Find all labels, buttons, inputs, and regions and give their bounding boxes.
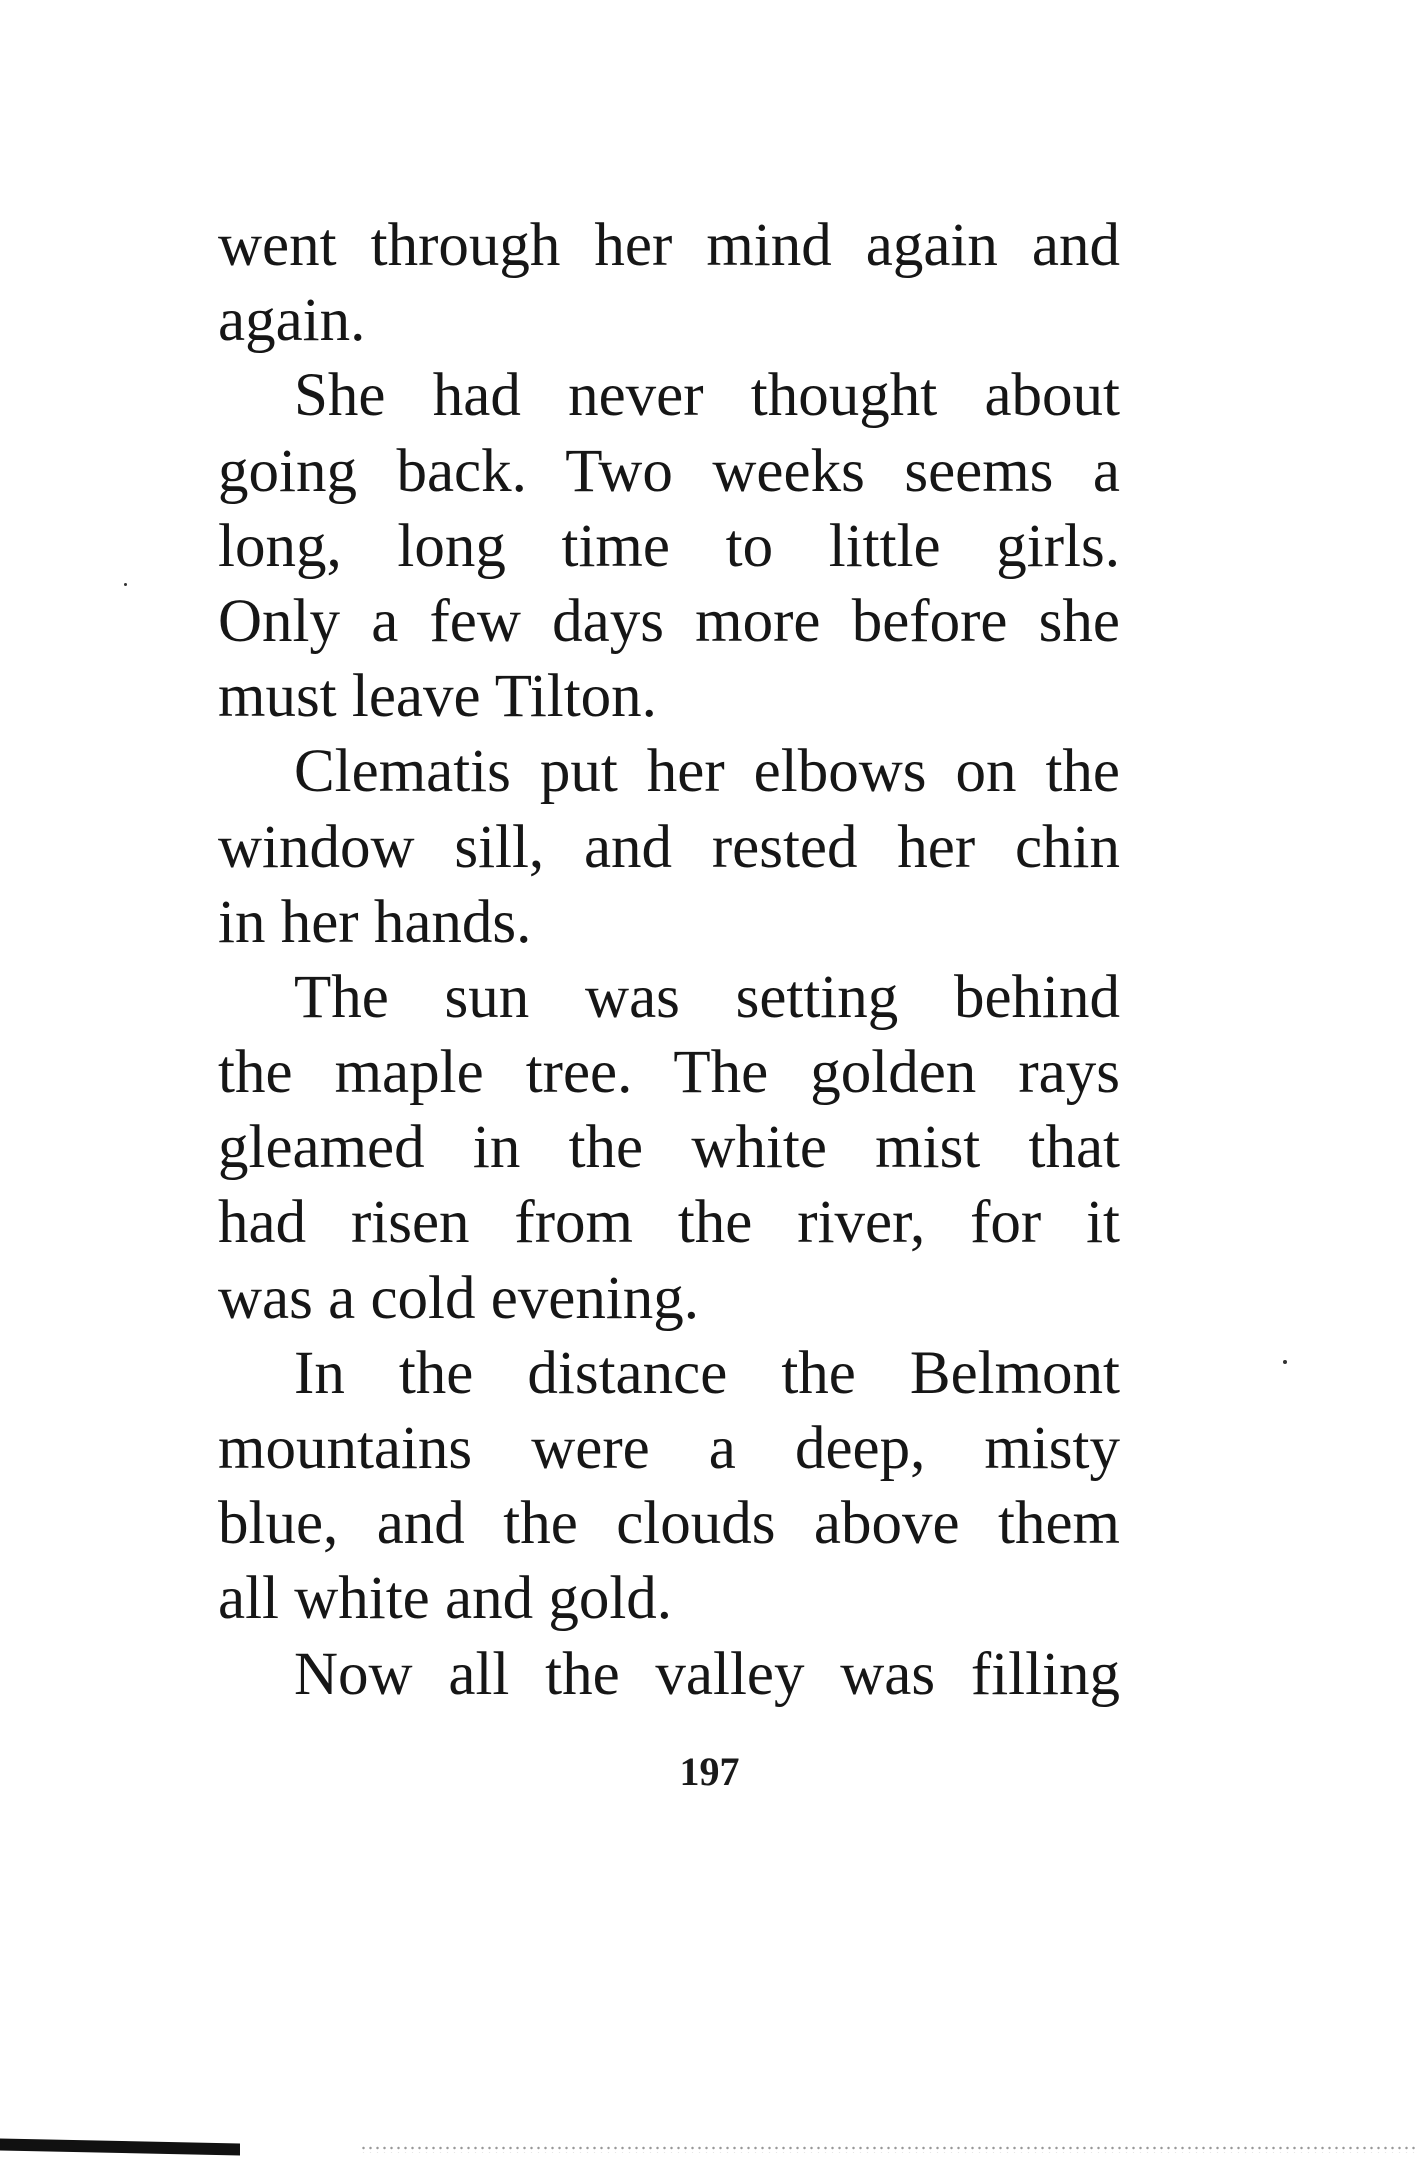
text-line: long, long time to little girls. [218,512,1120,580]
paragraph-first-line: In the distance the Belmont [294,1339,1120,1407]
scan-edge-noise [360,2145,1419,2153]
paragraph-first-line: Clematis put her elbows on the [294,738,1120,806]
body-text [218,208,1120,1712]
text-line: blue, and the clouds above them [218,1490,1120,1558]
scan-speck [1283,1360,1287,1364]
text-line: went through her mind again and [218,212,1120,279]
text-line: Only a few days more before she [218,587,1120,655]
paragraph-first-line: She had never thought about [294,362,1120,430]
scan-bottom-edge [0,2125,1419,2163]
text-line: was a cold evening. [218,1264,700,1332]
text-line: gleamed in the white mist that [218,1114,1120,1182]
scan-speck [124,583,127,586]
text-line: mountains were a deep, misty [218,1415,1120,1482]
text-line: all white and gold. [218,1565,673,1633]
scan-edge-bar [0,2138,240,2155]
text-line: must leave Tilton. [218,663,657,731]
paragraph-first-line: Now all the valley was filling [294,1640,1120,1708]
paragraph-first-line: The sun was setting behind [294,963,1120,1031]
text-line: had risen from the river, for it [218,1189,1120,1257]
text-line: again. [218,287,366,355]
text-line: in her hands. [218,888,532,956]
page-number: 197 [679,1749,740,1794]
text-line: going back. Two weeks seems a [218,437,1120,505]
text-line: the maple tree. The golden rays [218,1039,1120,1107]
text-line: window sill, and rested her chin [218,813,1120,881]
